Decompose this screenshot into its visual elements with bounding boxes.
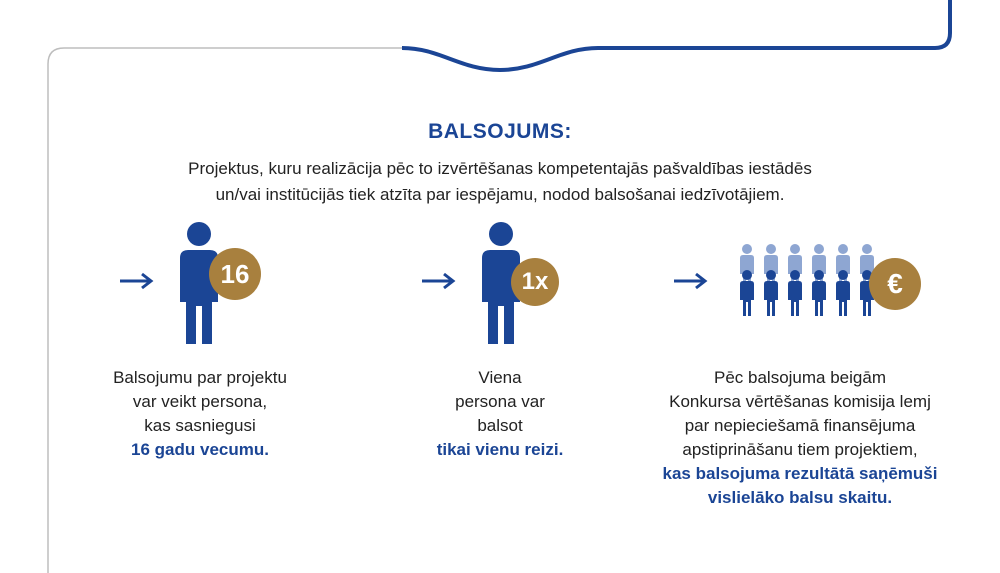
text-line: kas sasniegusi bbox=[144, 416, 256, 435]
text-line: balsot bbox=[477, 416, 523, 435]
text-emphasis: tikai vienu reizi. bbox=[436, 440, 564, 459]
person-front-icon bbox=[740, 270, 754, 316]
intro-text bbox=[130, 156, 870, 208]
text-emphasis: kas balsojuma rezultātā saņēmuši bbox=[662, 464, 938, 483]
person-front-icon bbox=[788, 270, 802, 316]
arrow-right-icon bbox=[118, 271, 156, 291]
text-emphasis: 16 gadu vecumu. bbox=[131, 440, 269, 459]
arrow-right-icon bbox=[420, 271, 458, 291]
arrow-right-icon bbox=[672, 271, 710, 291]
people-group-icon bbox=[736, 242, 876, 322]
item-text-age bbox=[70, 366, 330, 462]
text-line: Viena bbox=[478, 368, 522, 387]
once-badge: 1x bbox=[511, 258, 559, 306]
person-front-icon bbox=[812, 270, 826, 316]
text-emphasis: vislielāko balsu skaitu. bbox=[707, 488, 893, 507]
age-badge: 16 bbox=[209, 248, 261, 300]
intro-line: Projektus, kuru realizācija pēc to izvērtēšanas kompetentajās pašvaldības iestādēs bbox=[188, 159, 812, 178]
text-line: var veikt persona, bbox=[132, 392, 268, 411]
person-front-icon bbox=[764, 270, 778, 316]
text-line: Balsojumu par projektu bbox=[113, 368, 287, 387]
person-front-icon bbox=[836, 270, 850, 316]
text-line: Konkursa vērtēšanas komisija lemj bbox=[669, 392, 931, 411]
text-line: par nepieciešamā finansējuma bbox=[684, 416, 916, 435]
text-line: persona var bbox=[455, 392, 545, 411]
text-line: apstiprināšanu tiem projektiem, bbox=[682, 440, 918, 459]
intro-line: un/vai institūcijās tiek atzīta par iespējamu, nodod balsošanai iedzīvotājiem. bbox=[215, 185, 785, 204]
section-title: BALSOJUMS: bbox=[428, 120, 572, 143]
euro-badge: € bbox=[869, 258, 921, 310]
item-text-once bbox=[380, 366, 620, 462]
item-text-funding bbox=[640, 366, 960, 510]
text-line: Pēc balsojuma beigām bbox=[714, 368, 886, 387]
